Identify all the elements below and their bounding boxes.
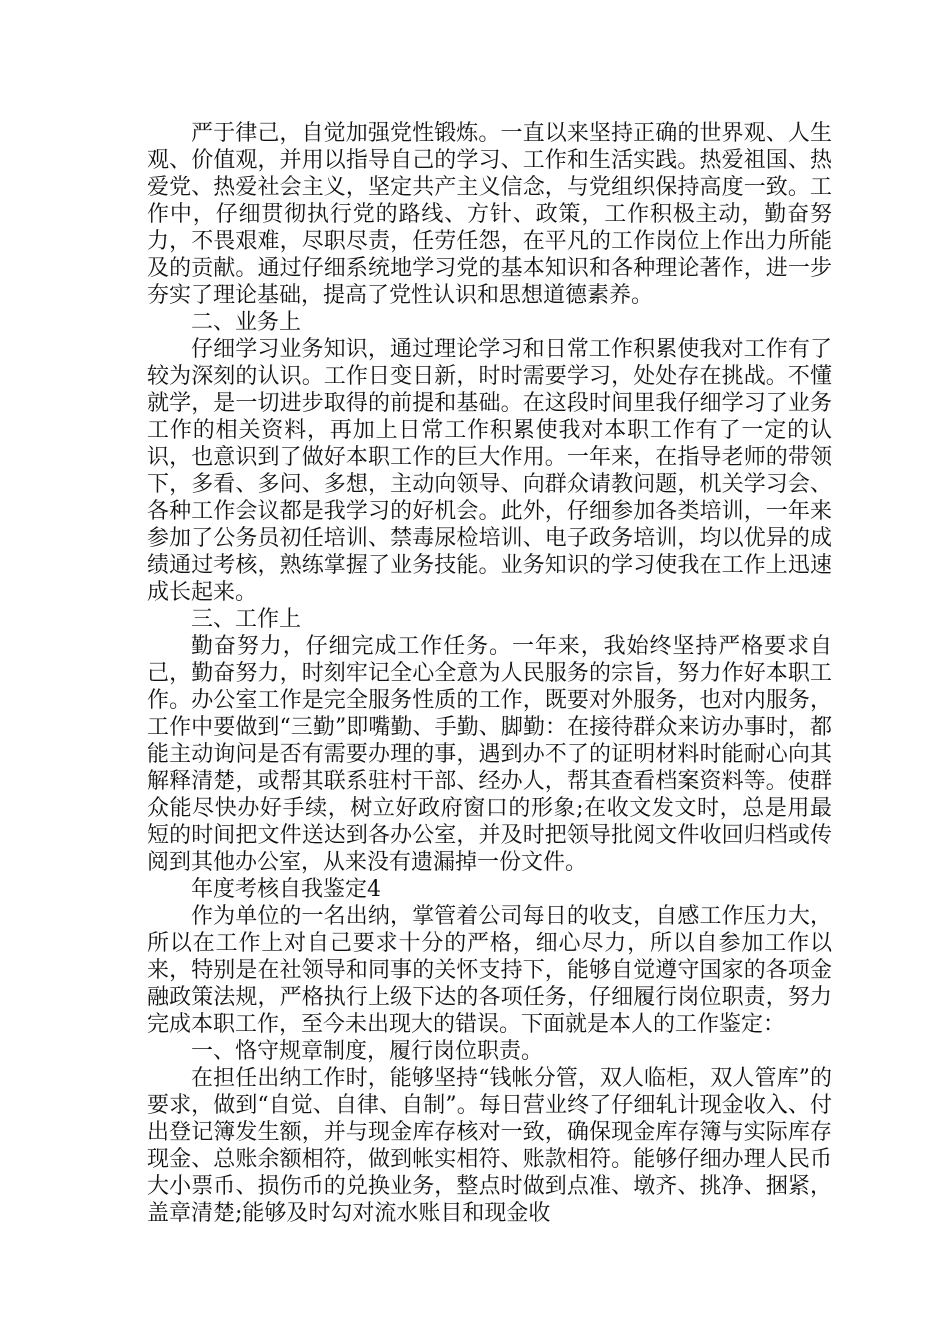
paragraph-cashier-intro: 作为单位的一名出纳，掌管着公司每日的收支，自感工作压力大，所以在工作上对自己要求十分的严格，细心尽力，所以自参加工作以来，特别是在社领导和同事的关怀支持下，能够自觉遵守国家的各项金融政策法规，严格执行上级下达的各项任务，仔细履行岗位职责，努力完成本职工作，至今未出现大的错误。下面就是本人的工作鉴定： bbox=[147, 904, 832, 1037]
section-heading-business: 二、业务上 bbox=[191, 310, 302, 335]
paragraph-party-discipline: 严于律己，自觉加强党性锻炼。一直以来坚持正确的世界观、人生观、价值观，并用以指导自己的学习、工作和生活实践。热爱祖国、热爱党、热爱社会主义，坚定共产主义信念，与党组织保持高度一致。工作中，仔细贯彻执行党的路线、方针、政策，工作积极主动，勤奋努力，不畏艰难，尽职尽责，任劳任怨，在平凡的工作岗位上作出力所能及的贡献。通过仔细系统地学习党的基本知识和各种理论著作，进一步夯实了理论基础，提高了党性认识和思想道德素养。 bbox=[147, 121, 832, 308]
section-heading-rules: 一、恪守规章制度，履行岗位职责。 bbox=[191, 1039, 544, 1064]
paragraph-business-study: 仔细学习业务知识，通过理论学习和日常工作积累使我对工作有了较为深刻的认识。工作日变日新，时时需要学习，处处存在挑战。不懂就学，是一切进步取得的前提和基础。在这段时间里我仔细学习了业务工作的相关资料，再加上日常工作积累使我对本职工作有了一定的认识，也意识到了做好本职工作的巨大作用。一年来，在指导老师的带领下，多看、多问、多想，主动向领导、向群众请教问题，机关学习会、各种工作会议都是我学习的好机会。此外，仔细参加各类培训，一年来参加了公务员初任培训、禁毒尿检培训、电子政务培训，均以优异的成绩通过考核，熟练掌握了业务技能。业务知识的学习使我在工作上迅速成长起来。 bbox=[147, 337, 832, 605]
section-heading-work: 三、工作上 bbox=[191, 607, 302, 632]
document-body bbox=[147, 120, 832, 1227]
paragraph-cashier-duties: 在担任出纳工作时，能够坚持“钱帐分管，双人临柜，双人管库”的要求，做到“自觉、自律、自制”。每日营业终了仔细轧计现金收入、付出登记簿发生额，并与现金库存核对一致，确保现金库存簿与实际库存现金、总账余额相符，做到帐实相符、账款相符。能够仔细办理人民币大小票币、损伤币的兑换业务，整点时做到点准、墩齐、挑净、捆紧，盖章清楚;能够及时勾对流水账目和现金收 bbox=[147, 1066, 832, 1226]
section-heading-annual-review-4: 年度考核自我鉴定4 bbox=[191, 877, 381, 902]
paragraph-work-tasks: 勤奋努力，仔细完成工作任务。一年来，我始终坚持严格要求自己，勤奋努力，时刻牢记全心全意为人民服务的宗旨，努力作好本职工作。办公室工作是完全服务性质的工作，既要对外服务，也对内服务，工作中要做到“三勤”即嘴勤、手勤、脚勤：在接待群众来访办事时，都能主动询问是否有需要办理的事，遇到办不了的证明材料时能耐心向其解释清楚，或帮其联系驻村干部、经办人，帮其查看档案资料等。使群众能尽快办好手续，树立好政府窗口的形象;在收文发文时，总是用最短的时间把文件送达到各办公室，并及时把领导批阅文件收回归档或传阅到其他办公室，从来没有遗漏掉一份文件。 bbox=[147, 634, 832, 875]
